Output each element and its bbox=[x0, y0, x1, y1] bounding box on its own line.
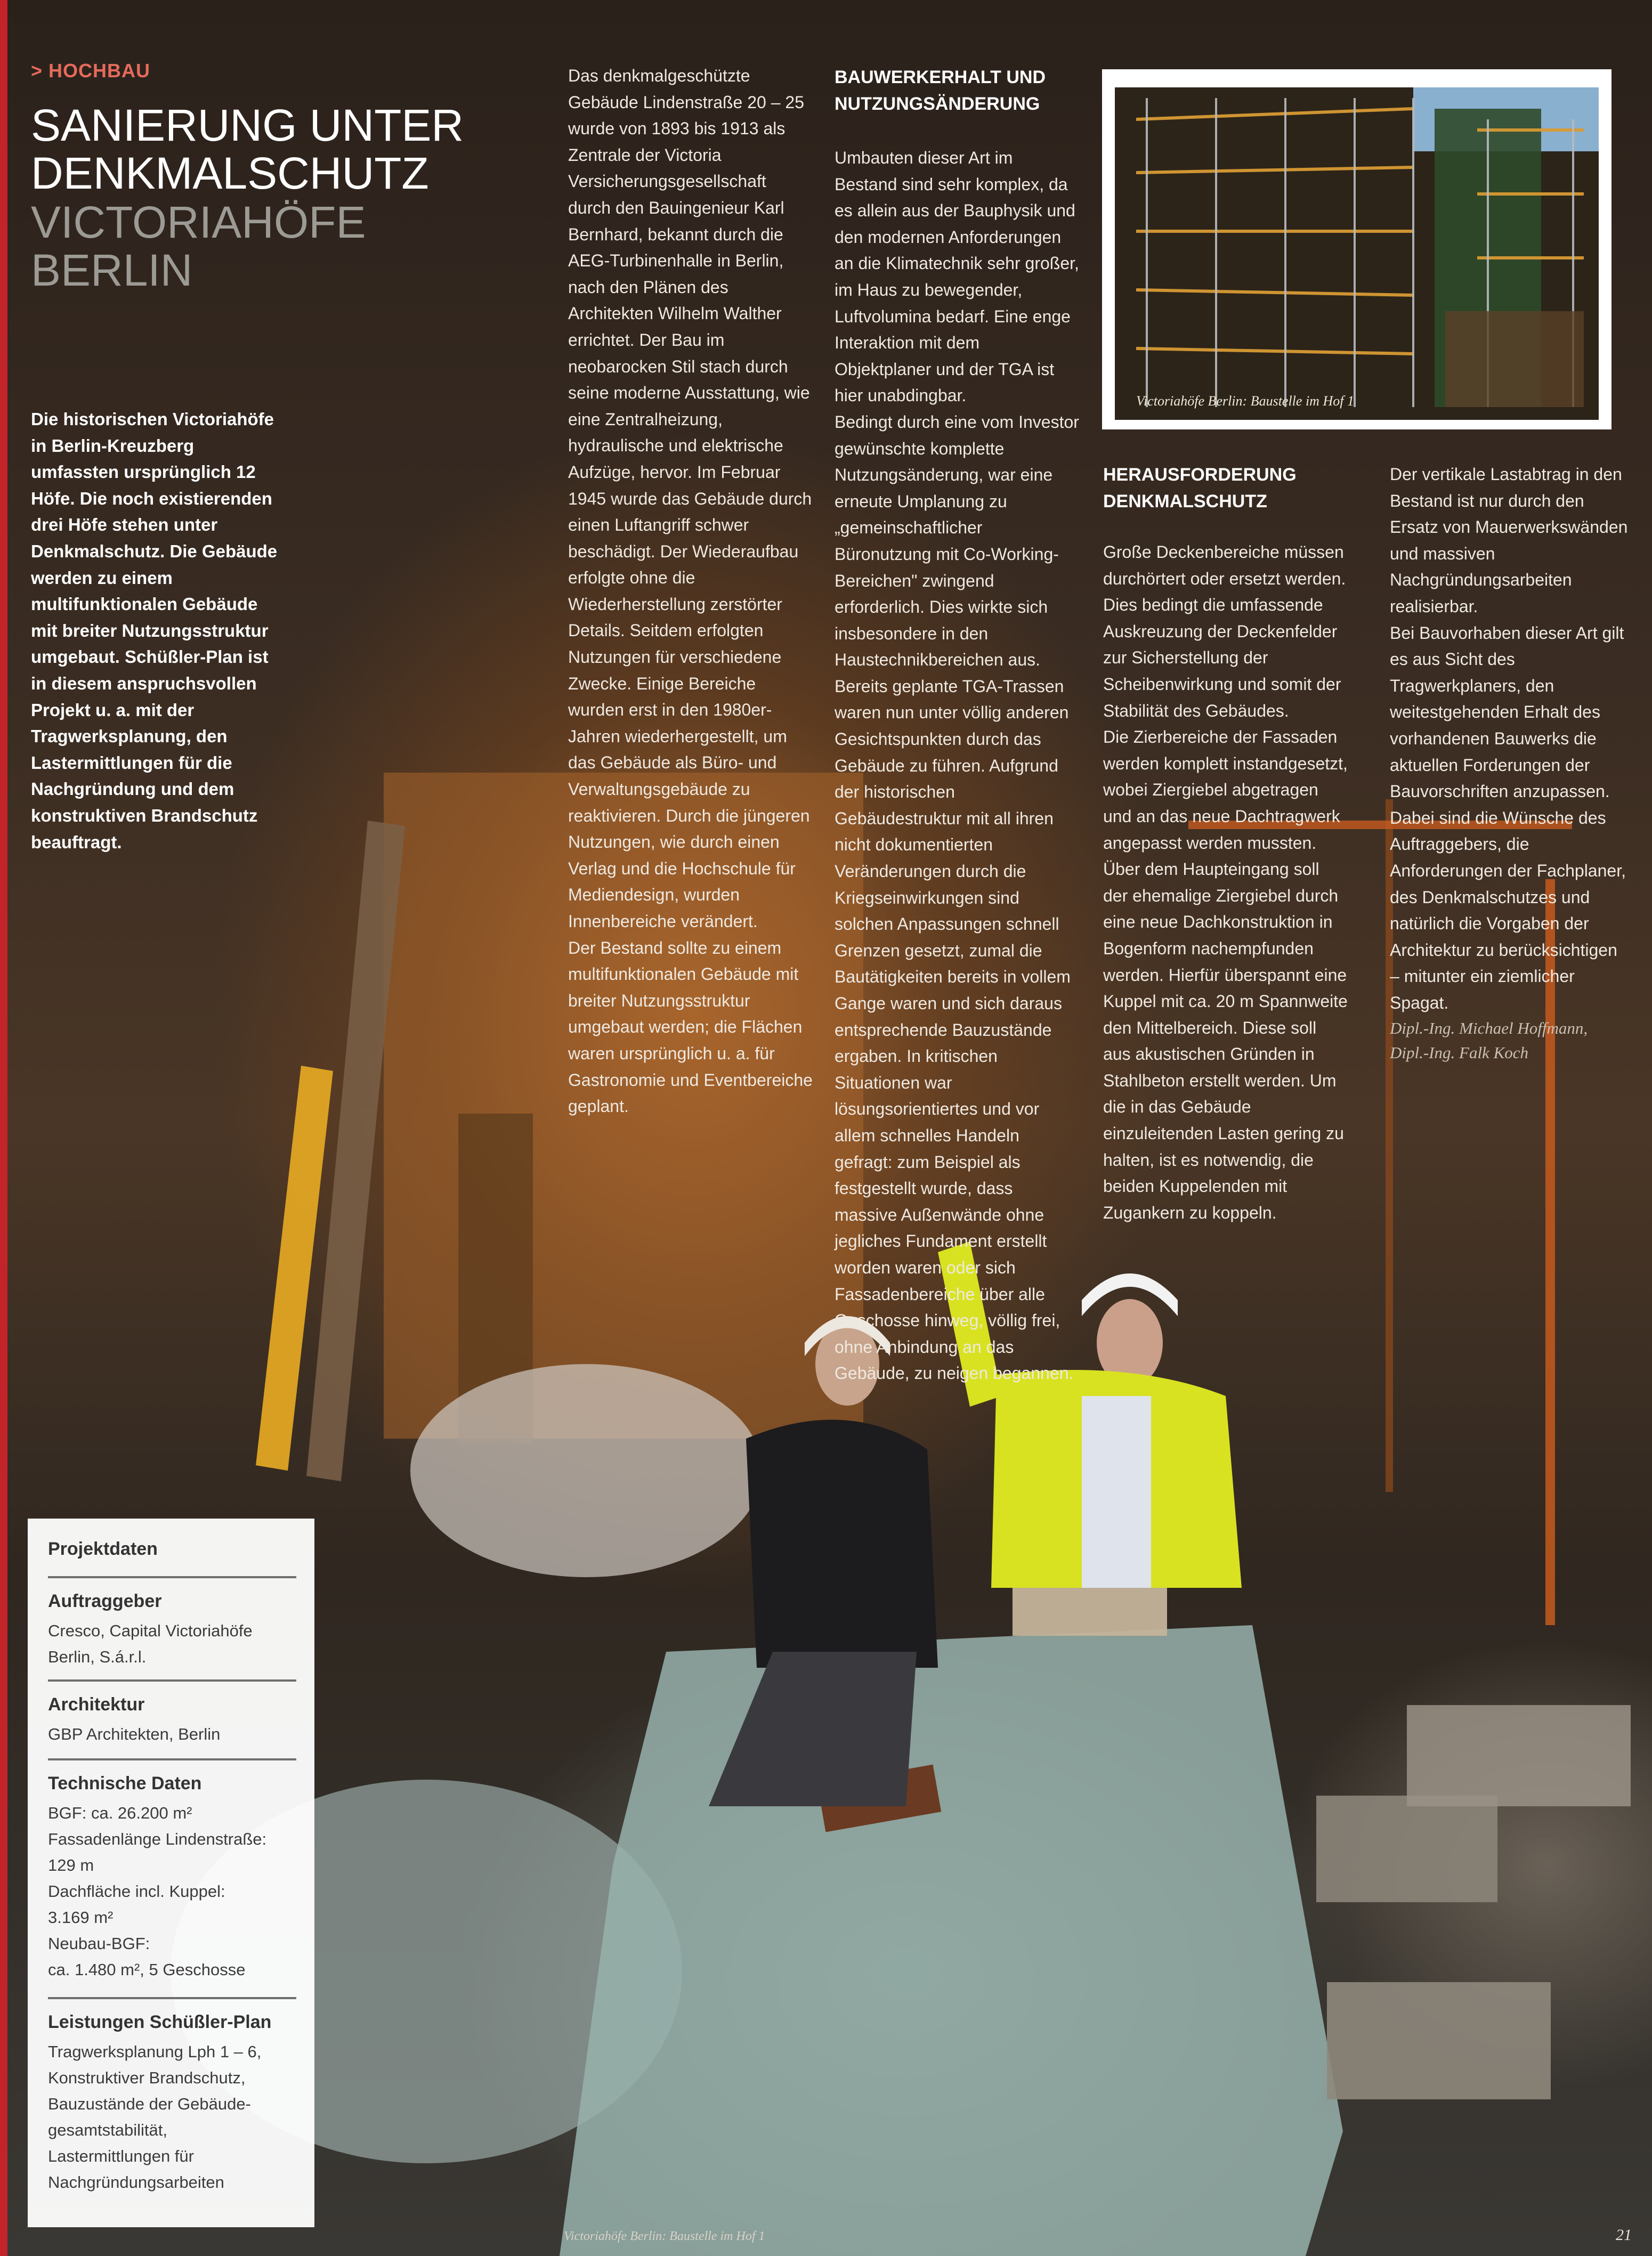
divider bbox=[48, 1576, 296, 1578]
tech-line: Neubau-BGF: bbox=[48, 1934, 150, 1953]
project-data-title: Projektdaten bbox=[48, 1539, 158, 1559]
photo-caption: Victoriahöfe Berlin: Baustelle im Hof 1 bbox=[1136, 393, 1354, 409]
services-value bbox=[48, 2039, 298, 2195]
paragraph: Bei Bauvorhaben dieser Art gilt es aus Sicht des Tragwerkplaners, den weitestgehenden Erhalt des vorhandenen Bauwerks die aktuellen Forderungen der Bauvorschriften anzupassen. Dabei sind die Wünsche des Auftraggebers, die Anforderungen der Fachplaner, des Denkmalschutzes und natürlich die Vorgaben der Architektur zu berücksichtigen – mitunter ein ziemlicher Spagat. bbox=[1390, 623, 1626, 1012]
tech-line: Fassadenlänge Lindenstraße: bbox=[48, 1830, 267, 1848]
service-line: Lastermittlungen für bbox=[48, 2147, 194, 2165]
text-column-4 bbox=[1390, 461, 1630, 1065]
tech-data-value bbox=[48, 1800, 298, 1983]
service-line: Bauzustände der Gebäude- bbox=[48, 2095, 251, 2113]
red-edge-stripe bbox=[0, 0, 7, 2256]
text-column-2 bbox=[835, 145, 1080, 1387]
article-title bbox=[31, 101, 511, 197]
paragraph: Umbauten dieser Art im Bestand sind sehr komplex, da es allein aus der Bauphysik und den modernen Anforderungen an die Klimatechnik sehr großer, im Haus zu bewegender, Luftvolumina bedarf. Eine enge Interaktion mit dem Objektplaner und der TGA ist hier unabdingbar. bbox=[835, 148, 1079, 405]
client-label: Auftraggeber bbox=[48, 1591, 162, 1611]
bottom-photo-caption: Victoriahöfe Berlin: Baustelle im Hof 1 bbox=[564, 2229, 765, 2243]
divider bbox=[48, 1997, 296, 1999]
stone-block bbox=[1327, 1982, 1551, 2099]
heading-denkmalschutz: HERAUSFORDERUNG DENKMALSCHUTZ bbox=[1103, 465, 1297, 512]
service-line: Tragwerksplanung Lph 1 – 6, bbox=[48, 2042, 262, 2061]
subtitle-line: BERLIN bbox=[31, 245, 193, 295]
heading-bauwerkerhalt: BAUWERKERHALT UND NUTZUNGSÄNDERUNG bbox=[835, 67, 1046, 114]
scaffolding-photo bbox=[1115, 87, 1599, 420]
services-label: Leistungen Schüßler-Plan bbox=[48, 2012, 272, 2032]
tech-line: 3.169 m² bbox=[48, 1908, 114, 1927]
project-data-box bbox=[28, 1519, 314, 2227]
client-line: Cresco, Capital Victoriahöfe bbox=[48, 1621, 253, 1640]
tech-line: 129 m bbox=[48, 1856, 94, 1874]
paragraph: Der Bestand sollte zu einem multifunktionalen Gebäude mit breiter Nutzungsstruktur umgebaut werden; die Flächen waren ursprünglich u. a. für Gastronomie und Eventbereiche geplant. bbox=[568, 938, 813, 1116]
tech-line: BGF: ca. 26.200 m² bbox=[48, 1804, 192, 1822]
service-line: Nachgründungsarbeiten bbox=[48, 2173, 224, 2192]
scaffolding-image bbox=[1115, 87, 1599, 420]
divider bbox=[48, 1758, 296, 1760]
text-column-1 bbox=[568, 63, 813, 1120]
service-line: Konstruktiver Brandschutz, bbox=[48, 2068, 246, 2087]
service-line: gesamtstabilität, bbox=[48, 2121, 167, 2139]
paragraph: Die Zierbereiche der Fassaden werden komplett instandgesetzt, wobei Ziergiebel abgetragen und an das neue Dachtragwerk angepasst werden mussten. Über dem Haupteingang soll der ehemalige Ziergiebel durch eine neue Dachkonstruktion in Bogenform nachempfunden werden. Hierfür überspannt eine Kuppel mit ca. 20 m Spannweite den Mittelbereich. Diese soll aus akustischen Gründen in Stahlbeton erstellt werden. Um die in das Gebäude einzuleitenden Lasten gering zu halten, ist es notwendig, die beiden Kuppelenden mit Zugankern zu koppeln. bbox=[1103, 727, 1348, 1222]
architecture-value: GBP Architekten, Berlin bbox=[48, 1725, 221, 1743]
section-tag: > HOCHBAU bbox=[31, 60, 151, 82]
paragraph: Bedingt durch eine vom Investor gewünschte komplette Nutzungsänderung, war eine erneute Umplanung zu „gemeinschaftlicher Büronutzung mit Co-Working-Bereichen" zwingend erforderlich. Dies wirkte sich insbesondere in den Haustechnikbereichen aus. Bereits geplante TGA-Trassen waren nun unter völlig anderen Gesichtspunkten durch das Gebäude zu führen. Aufgrund der historischen Gebäudestruktur mit all ihren nicht dokumentierten Veränderungen durch die Kriegseinwirkungen sind solchen Anpassungen schnell Grenzen gesetzt, zumal die Bautätigkeiten bereits in vollem Gange waren und sich daraus entsprechende Bauzustände ergaben. In kritischen Situationen war lösungsorientiertes und vor allem schnelles Handeln gefragt: zum Beispiel als festgestellt wurde, dass massive Außenwände ohne jegliches Fundament erstellt worden waren oder sich Fassadenbereiche über alle Geschosse hinweg, völlig frei, ohne Anbindung an das Gebäude, zu neigen begannen. bbox=[835, 412, 1079, 1383]
stone-block bbox=[1316, 1796, 1497, 1902]
paragraph: Das denkmalgeschützte Gebäude Lindenstraße 20 – 25 wurde von 1893 bis 1913 als Zentrale der Victoria Versicherungsgesellschaft durch den Bauingenieur Karl Bernhard, bekannt durch die AEG-Turbinenhalle in Berlin, nach den Plänen des Architekten Wilhelm Walther errichtet. Der Bau im neobarocken Stil stach durch seine moderne Ausstattung, wie eine Zentralheizung, hydraulische und elektrische Aufzüge, hervor. Im Februar 1945 wurde das Gebäude durch einen Luftangriff schwer beschädigt. Der Wiederaufbau erfolgte ohne die Wiederherstellung zerstörter Details. Seitdem erfolgten Nutzungen für verschiedene Zwecke. Einige Bereiche wurden erst in den 1980er-Jahren wiederhergestellt, um das Gebäude als Büro- und Verwaltungsgebäude zu reaktivieren. Durch die jüngeren Nutzungen, wie durch einen Verlag und die Hochschule für Mediendesign, wurden Innenbereiche verändert. bbox=[568, 66, 812, 931]
stone-block bbox=[1407, 1705, 1631, 1806]
tech-line: Dachfläche incl. Kuppel: bbox=[48, 1882, 225, 1901]
title-line: DENKMALSCHUTZ bbox=[31, 148, 429, 198]
plastic-sheet bbox=[410, 1364, 762, 1577]
architecture-label: Architektur bbox=[48, 1694, 145, 1715]
divider bbox=[48, 1679, 296, 1682]
tech-data-label: Technische Daten bbox=[48, 1773, 202, 1794]
tech-line: ca. 1.480 m², 5 Geschosse bbox=[48, 1960, 246, 1979]
text-column-3 bbox=[1103, 539, 1348, 1226]
client-value bbox=[48, 1618, 298, 1670]
paragraph: Der vertikale Lastabtrag in den Bestand ist nur durch den Ersatz von Mauerwerkswänden und massiven Nachgründungsarbeiten realisierbar. bbox=[1390, 465, 1628, 616]
client-line: Berlin, S.á.r.l. bbox=[48, 1648, 147, 1666]
lead-paragraph: Die historischen Victoriahöfe in Berlin-Kreuzberg umfassten ursprünglich 12 Höfe. Die noch existierenden drei Höfe stehen unter Denkmalschutz. Die Gebäude werden zu einem multifunktionalen Gebäude mit breiter Nutzungsstruktur umgebaut. Schüßler-Plan ist in diesem anspruchsvollen Projekt u. a. mit der Tragwerksplanung, den Lastermittlungen für die Nachgründung und dem konstruktiven Brandschutz beauftragt. bbox=[31, 409, 278, 852]
paragraph: Große Deckenbereiche müssen durchörtert oder ersetzt werden. Dies bedingt die umfassende Auskreuzung der Deckenfelder zur Sicherstellung der Scheibenwirkung und somit der Stabilität des Gebäudes. bbox=[1103, 542, 1346, 720]
subtitle-line: VICTORIAHÖFE bbox=[31, 197, 366, 247]
article-subtitle bbox=[31, 198, 511, 294]
inset-photo bbox=[1102, 69, 1611, 429]
title-line: SANIERUNG UNTER bbox=[31, 100, 464, 150]
author-line: Dipl.-Ing. Falk Koch bbox=[1390, 1043, 1529, 1062]
tarp-covered-block bbox=[560, 1625, 1343, 2256]
page-number: 21 bbox=[1616, 2226, 1632, 2244]
author-line: Dipl.-Ing. Michael Hoffmann, bbox=[1390, 1019, 1588, 1038]
